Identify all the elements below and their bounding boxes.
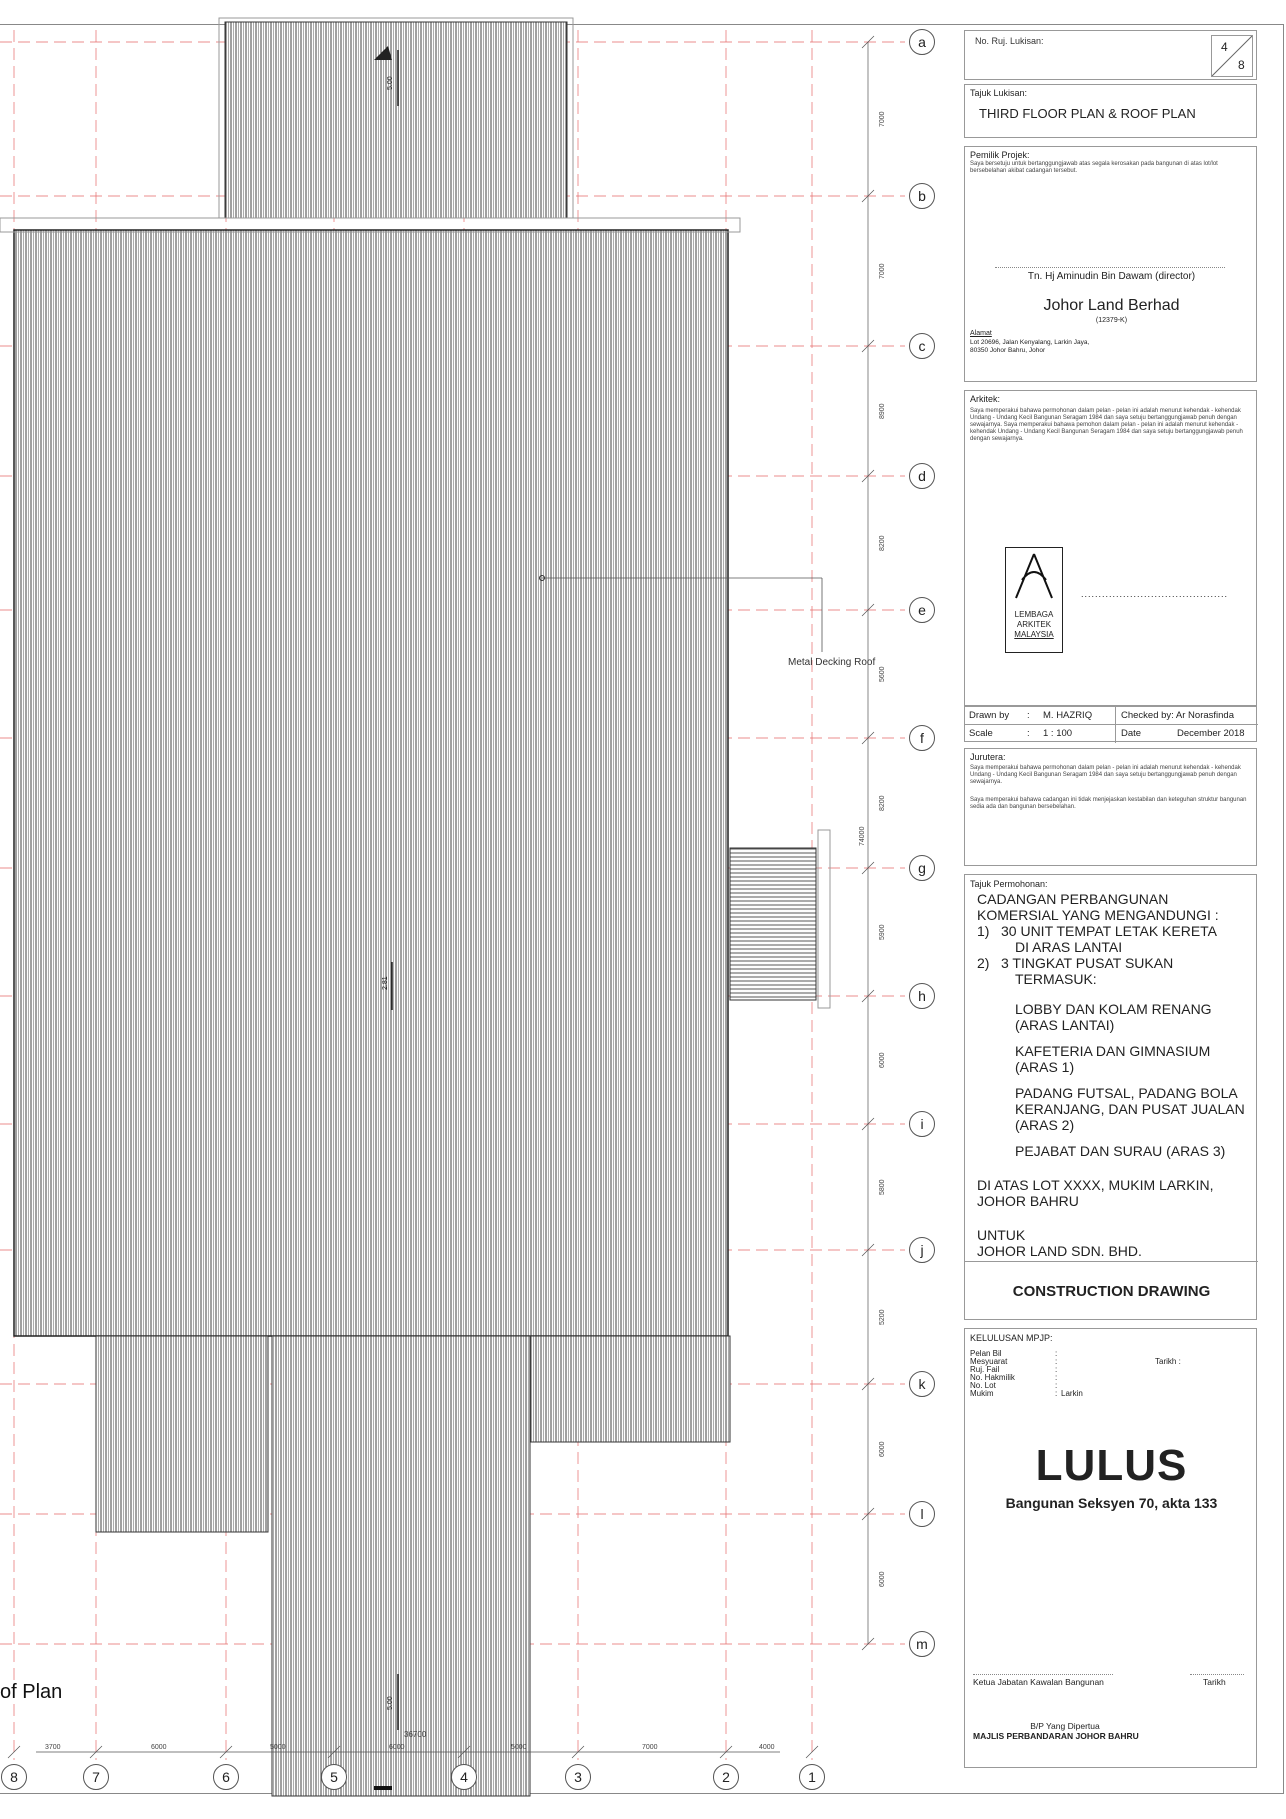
lam-line-2: ARKITEK (1016, 620, 1052, 629)
application-line: DI ARAS LANTAI (1015, 939, 1123, 955)
grid-bubble-j: j (909, 1237, 935, 1263)
col-dimension: 7000 (642, 1744, 658, 1751)
lam-seal (1005, 547, 1063, 653)
architect-label: Arkitek: (970, 394, 1001, 404)
colon: : (1055, 1381, 1058, 1390)
colon: : (1055, 1365, 1058, 1374)
roof-side-extension (730, 848, 816, 1000)
grid-bubble-3: 3 (565, 1764, 591, 1790)
application-line: CADANGAN PERBANGUNAN (977, 891, 1169, 907)
checked-by: Checked by: Ar Norasfinda (1121, 710, 1235, 721)
mpjb-label: MAJLIS PERBANDARAN JOHOR BAHRU (973, 1731, 1139, 1741)
lam-line-1: LEMBAGA (1014, 610, 1054, 619)
grid-bubble-f: f (909, 725, 935, 751)
ref-box (964, 30, 1257, 80)
approval-field-label: No. Hakmilik (970, 1373, 1015, 1382)
approval-field-label: No. Lot (970, 1381, 996, 1390)
seksyen-text: Bangunan Seksyen 70, akta 133 (1005, 1495, 1218, 1511)
col-dimension: 4000 (759, 1744, 775, 1751)
address-line-1: Lot 20696, Jalan Kenyalang, Larkin Jaya, (970, 339, 1090, 346)
row-dimension: 8200 (879, 535, 886, 551)
col-dimension: 5000 (270, 1744, 286, 1751)
company-reg: (12379-K) (1095, 317, 1128, 324)
architect-text: Saya memperakui bahawa permohonan dalam pelan - pelan ini adalah menurut kehendak - kehendak Undang - Undang Kecil Bangunan Seragam 1984 dan saya setuju bertanggungjawab penuh dengan sewajarnya. Saya memperakui bahawa pemohon dalam pelan - pelan ini adalah menurut kehendak - kehendak Undang - Undang Kecil Bangunan Seragam 1984 dan saya setuju bertanggungjawab penuh dengan sewajarnya. (970, 408, 1243, 442)
row-dimension: 5200 (879, 1309, 886, 1325)
col-dimension: 6000 (151, 1744, 167, 1751)
col-dimension: 3700 (45, 1744, 61, 1751)
roof-top-extension (225, 22, 567, 218)
roof-bottom-center (272, 1336, 530, 1796)
owner-text: Saya bersetuju untuk bertanggungjawab atas segala kerosakan pada bangunan di atas lot/lot bersebelahan akibat cadangan tersebut. (970, 161, 1218, 174)
roof-slope-label: 5.00 (387, 76, 394, 90)
application-line: 30 UNIT TEMPAT LETAK KERETA (1001, 923, 1218, 939)
mukim-value: Larkin (1061, 1389, 1083, 1398)
grid-bubble-b: b (909, 183, 935, 209)
col-dimension: 5000 (511, 1744, 527, 1751)
approval-date-label: Tarikh : (1155, 1357, 1181, 1366)
application-line: KAFETERIA DAN GIMNASIUM (1015, 1043, 1211, 1059)
application-line: UNTUK (977, 1227, 1026, 1243)
row-dimension: 6000 (879, 1052, 886, 1068)
roof-slope-label: 2.81 (382, 976, 389, 990)
approval-box (964, 1328, 1257, 1768)
application-line: PADANG FUTSAL, PADANG BOLA (1015, 1085, 1238, 1101)
sheet-number-box (1211, 35, 1253, 77)
application-line: 1) (977, 923, 990, 939)
drawn-info-box (964, 706, 1257, 742)
grid-bubble-h: h (909, 983, 935, 1009)
main-roof (14, 230, 728, 1336)
grid-bubble-2: 2 (713, 1764, 739, 1790)
approval-field-label: Pelan Bil (970, 1349, 1002, 1358)
construction-label: CONSTRUCTION DRAWING (1012, 1283, 1211, 1300)
colon: : (1055, 1357, 1058, 1366)
roof-slope-label: 5.00 (387, 1696, 394, 1710)
roof-bottom-right (530, 1336, 730, 1442)
date-label: Date (1121, 728, 1142, 739)
row-dimension: 6000 (879, 1441, 886, 1457)
drawing-title-label: Tajuk Lukisan: (970, 88, 1028, 98)
row-dimension: 5800 (879, 1179, 886, 1195)
application-line: DI ATAS LOT XXXX, MUKIM LARKIN, (977, 1177, 1214, 1193)
grid-bubble-8: 8 (1, 1764, 27, 1790)
colon: : (1055, 1349, 1058, 1358)
row-dimension: 5900 (879, 924, 886, 940)
application-line: 3 TINGKAT PUSAT SUKAN (1001, 955, 1174, 971)
colon: : (1055, 1373, 1058, 1382)
grid-bubble-m: m (909, 1631, 935, 1657)
application-line: PEJABAT DAN SURAU (ARAS 3) (1015, 1143, 1226, 1159)
ketua-label: Ketua Jabatan Kawalan Bangunan (973, 1677, 1104, 1687)
grid-bubble-c: c (909, 333, 935, 359)
address-label: Alamat (970, 330, 992, 337)
grid-bubble-g: g (909, 855, 935, 881)
row-dimension: 5600 (879, 666, 886, 682)
date: December 2018 (1177, 728, 1245, 739)
grid-bubble-e: e (909, 597, 935, 623)
application-line: (ARAS 1) (1015, 1059, 1075, 1075)
application-line: TERMASUK: (1015, 971, 1097, 987)
engineer-box (964, 748, 1257, 866)
approval-field-label: Mukim (970, 1389, 994, 1398)
application-line: JOHOR BAHRU (977, 1193, 1079, 1209)
application-line: KOMERSIAL YANG MENGANDUNGI : (977, 907, 1219, 923)
lam-line-3: MALAYSIA (1014, 630, 1054, 639)
architect-box (964, 390, 1257, 706)
ref-label: No. Ruj. Lukisan: (975, 36, 1044, 46)
owner-label: Pemilik Projek: (970, 150, 1030, 160)
roof-bottom-left (96, 1336, 268, 1532)
owner-name: Tn. Hj Aminudin Bin Dawam (director) (1027, 271, 1196, 282)
colon: : (1027, 710, 1030, 721)
grid-bubble-6: 6 (213, 1764, 239, 1790)
owner-box (964, 146, 1257, 382)
approval-field-label: Ruj. Fail (970, 1365, 1000, 1374)
plan-caption: of Plan (0, 1681, 63, 1703)
application-line: LOBBY DAN KOLAM RENANG (1015, 1001, 1212, 1017)
lulus-stamp: LULUS (1035, 1441, 1188, 1490)
bottom-overall-dimension: 36700 (404, 1730, 427, 1739)
grid-bubble-l: l (909, 1501, 935, 1527)
grid-bubble-4: 4 (451, 1764, 477, 1790)
application-line: 2) (977, 955, 990, 971)
application-line: KERANJANG, DAN PUSAT JUALAN (1015, 1101, 1245, 1117)
sheet-number: 4 (1221, 40, 1228, 54)
grid-bubble-1: 1 (799, 1764, 825, 1790)
drawn-by: M. HAZRIQ (1043, 710, 1093, 721)
application-box (964, 874, 1257, 1320)
colon: : (1055, 1389, 1058, 1398)
grid-bubble-7: 7 (83, 1764, 109, 1790)
grid-bubble-k: k (909, 1371, 935, 1397)
drawn-by-label: Drawn by (969, 710, 1010, 721)
row-dimension: 8900 (879, 403, 886, 419)
address-line-2: 80350 Johor Bahru, Johor (970, 347, 1046, 354)
scale: 1 : 100 (1043, 728, 1073, 739)
grid-bubble-i: i (909, 1111, 935, 1137)
application-line: (ARAS 2) (1015, 1117, 1075, 1133)
grid-bubble-a: a (909, 29, 935, 55)
scale-label: Scale (969, 728, 993, 739)
company-name: Johor Land Berhad (1043, 297, 1180, 314)
row-dimension: 6000 (879, 1571, 886, 1587)
application-label: Tajuk Permohonan: (970, 879, 1048, 889)
architect-signature-line: .......................................... (1081, 589, 1229, 599)
sheet-total: 8 (1238, 58, 1245, 72)
drawing-title-box (964, 84, 1257, 138)
grid-bubble-5: 5 (321, 1764, 347, 1790)
grid-bubble-d: d (909, 463, 935, 489)
approval-field-label: Mesyuarat (970, 1357, 1008, 1366)
yp-label: B/P Yang Dipertua (1030, 1721, 1100, 1731)
overall-dimension: 74000 (859, 826, 866, 846)
application-line: (ARAS LANTAI) (1015, 1017, 1115, 1033)
row-dimension: 7000 (879, 111, 886, 127)
engineer-text-2: Saya memperakui bahawa cadangan ini tidak menjejaskan kestabilan dan keteguhan struktur bangunan sedia ada dan bangunan bersebelahan. (970, 797, 1247, 810)
drawing-title: THIRD FLOOR PLAN & ROOF PLAN (979, 106, 1196, 121)
approval-label: KELULUSAN MPJP: (970, 1333, 1053, 1343)
engineer-text-1: Saya memperakui bahawa permohonan dalam pelan - pelan ini adalah menurut kehendak - kehendak Undang - Undang Kecil Bangunan Seragam 1984 dan saya setuju bertanggungjawab penuh dengan sewajarnya. (970, 765, 1241, 785)
application-line: JOHOR LAND SDN. BHD. (977, 1243, 1142, 1259)
roof-material-label: Metal Decking Roof (788, 657, 876, 668)
col-dimension: 6000 (389, 1744, 405, 1751)
row-dimension: 8200 (879, 795, 886, 811)
engineer-label: Jurutera: (970, 752, 1006, 762)
tarikh-label: Tarikh (1203, 1677, 1226, 1687)
colon: : (1027, 728, 1030, 739)
row-dimension: 7000 (879, 263, 886, 279)
